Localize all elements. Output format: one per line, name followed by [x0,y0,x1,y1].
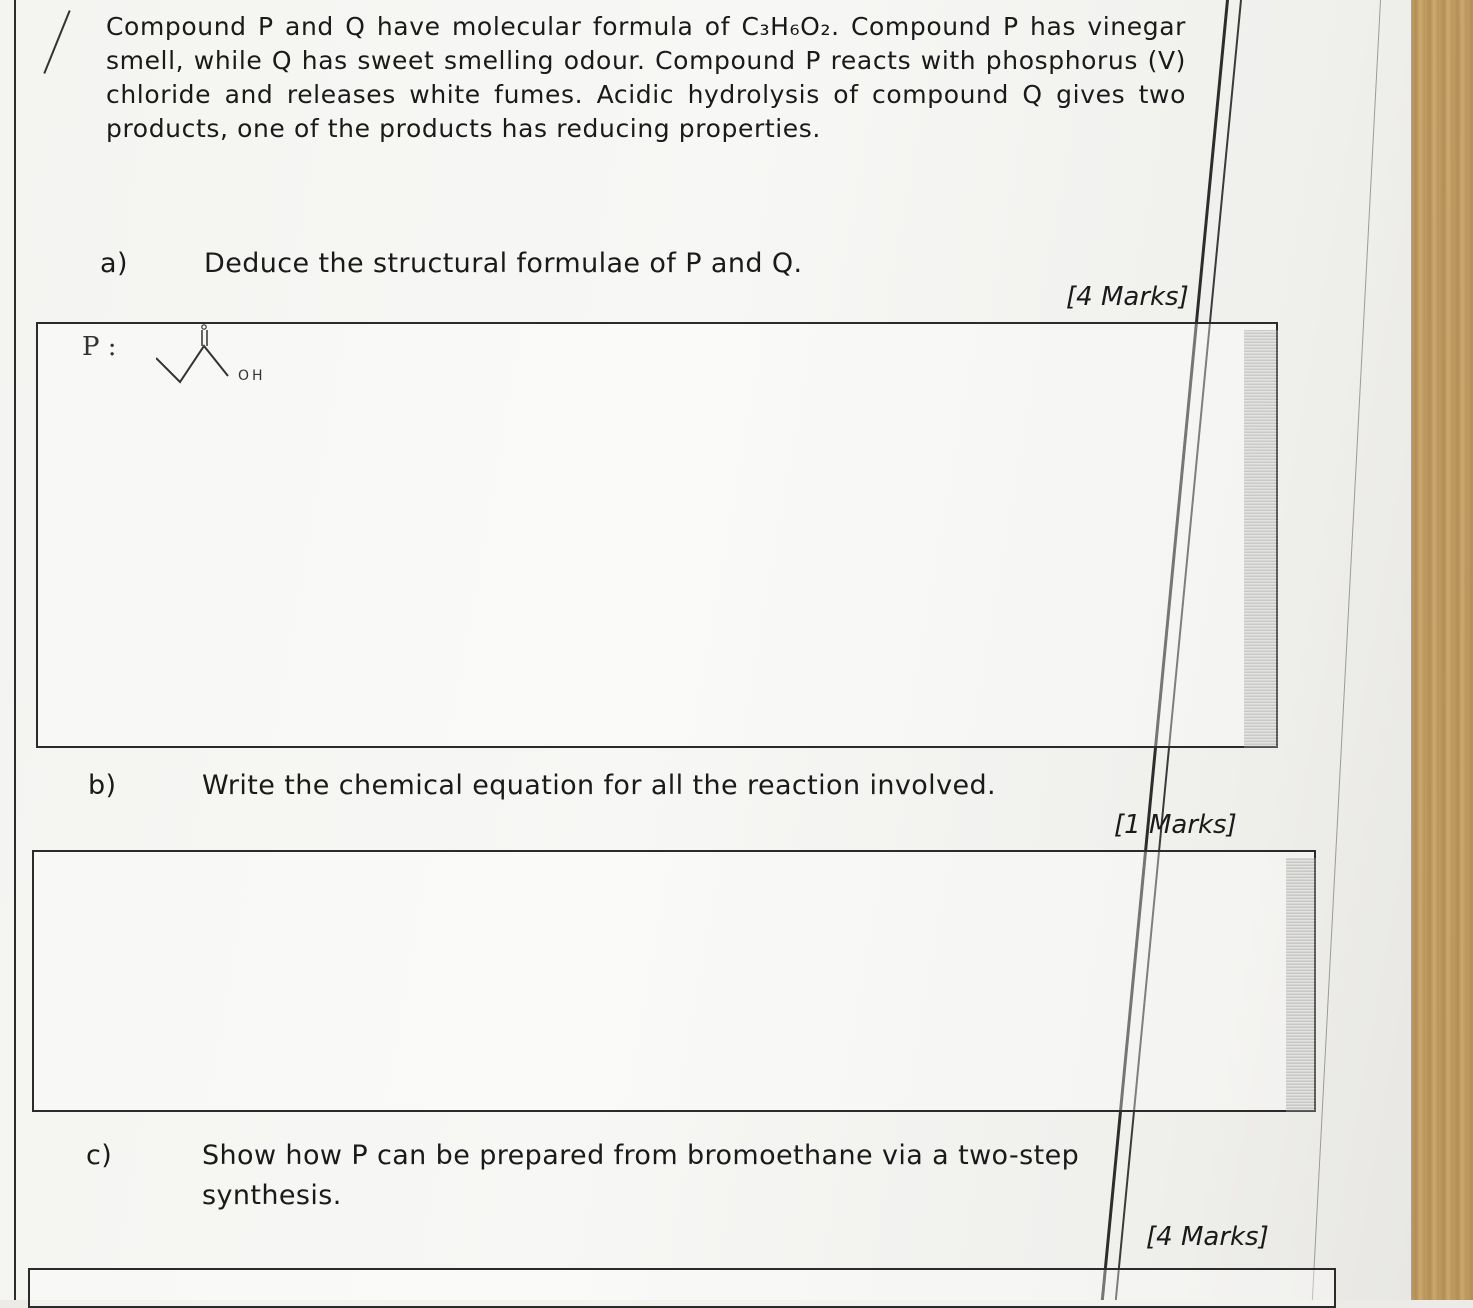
handwritten-p-label: P : [82,332,117,362]
question-b-letter: b) [88,770,117,801]
question-b-text: Write the chemical equation for all the reaction involved. [202,770,996,801]
question-a-text: Deduce the structural formulae of P and Q. [204,248,803,279]
question-c-letter: c) [86,1140,113,1171]
question-c-text-line1: Show how P can be prepared from bromoethane via a two-step [202,1140,1080,1171]
question-b-marks: [1 Marks] [1114,810,1237,840]
question-c [86,1138,1306,1218]
answer-box-c[interactable] [28,1268,1336,1308]
question-a-letter: a) [100,248,128,279]
box-a-shading [1244,330,1278,748]
question-b [88,768,1248,808]
handwritten-oh: OH [238,368,266,384]
page-border-left [14,0,16,1300]
question-c-text-line2: synthesis. [202,1180,342,1211]
answer-box-b[interactable] [32,850,1316,1112]
question-a-marks: [4 Marks] [1066,282,1189,312]
answer-box-a[interactable] [36,322,1278,748]
box-b-shading [1286,858,1316,1112]
question-a [100,246,1220,286]
structural-formula-sketch [156,324,286,394]
question-stem: Compound P and Q have molecular formula of C₃H₆O₂. Compound P has vinegar smell, while Q has sweet smelling odour. Compound P reacts with phosphorus (V) chloride and releases white fumes. Acidic hydrolysis of compound Q gives two products, one of the products has reducing properties. [106,12,1186,143]
desk-background [1411,0,1473,1300]
question-c-marks: [4 Marks] [1146,1222,1269,1252]
